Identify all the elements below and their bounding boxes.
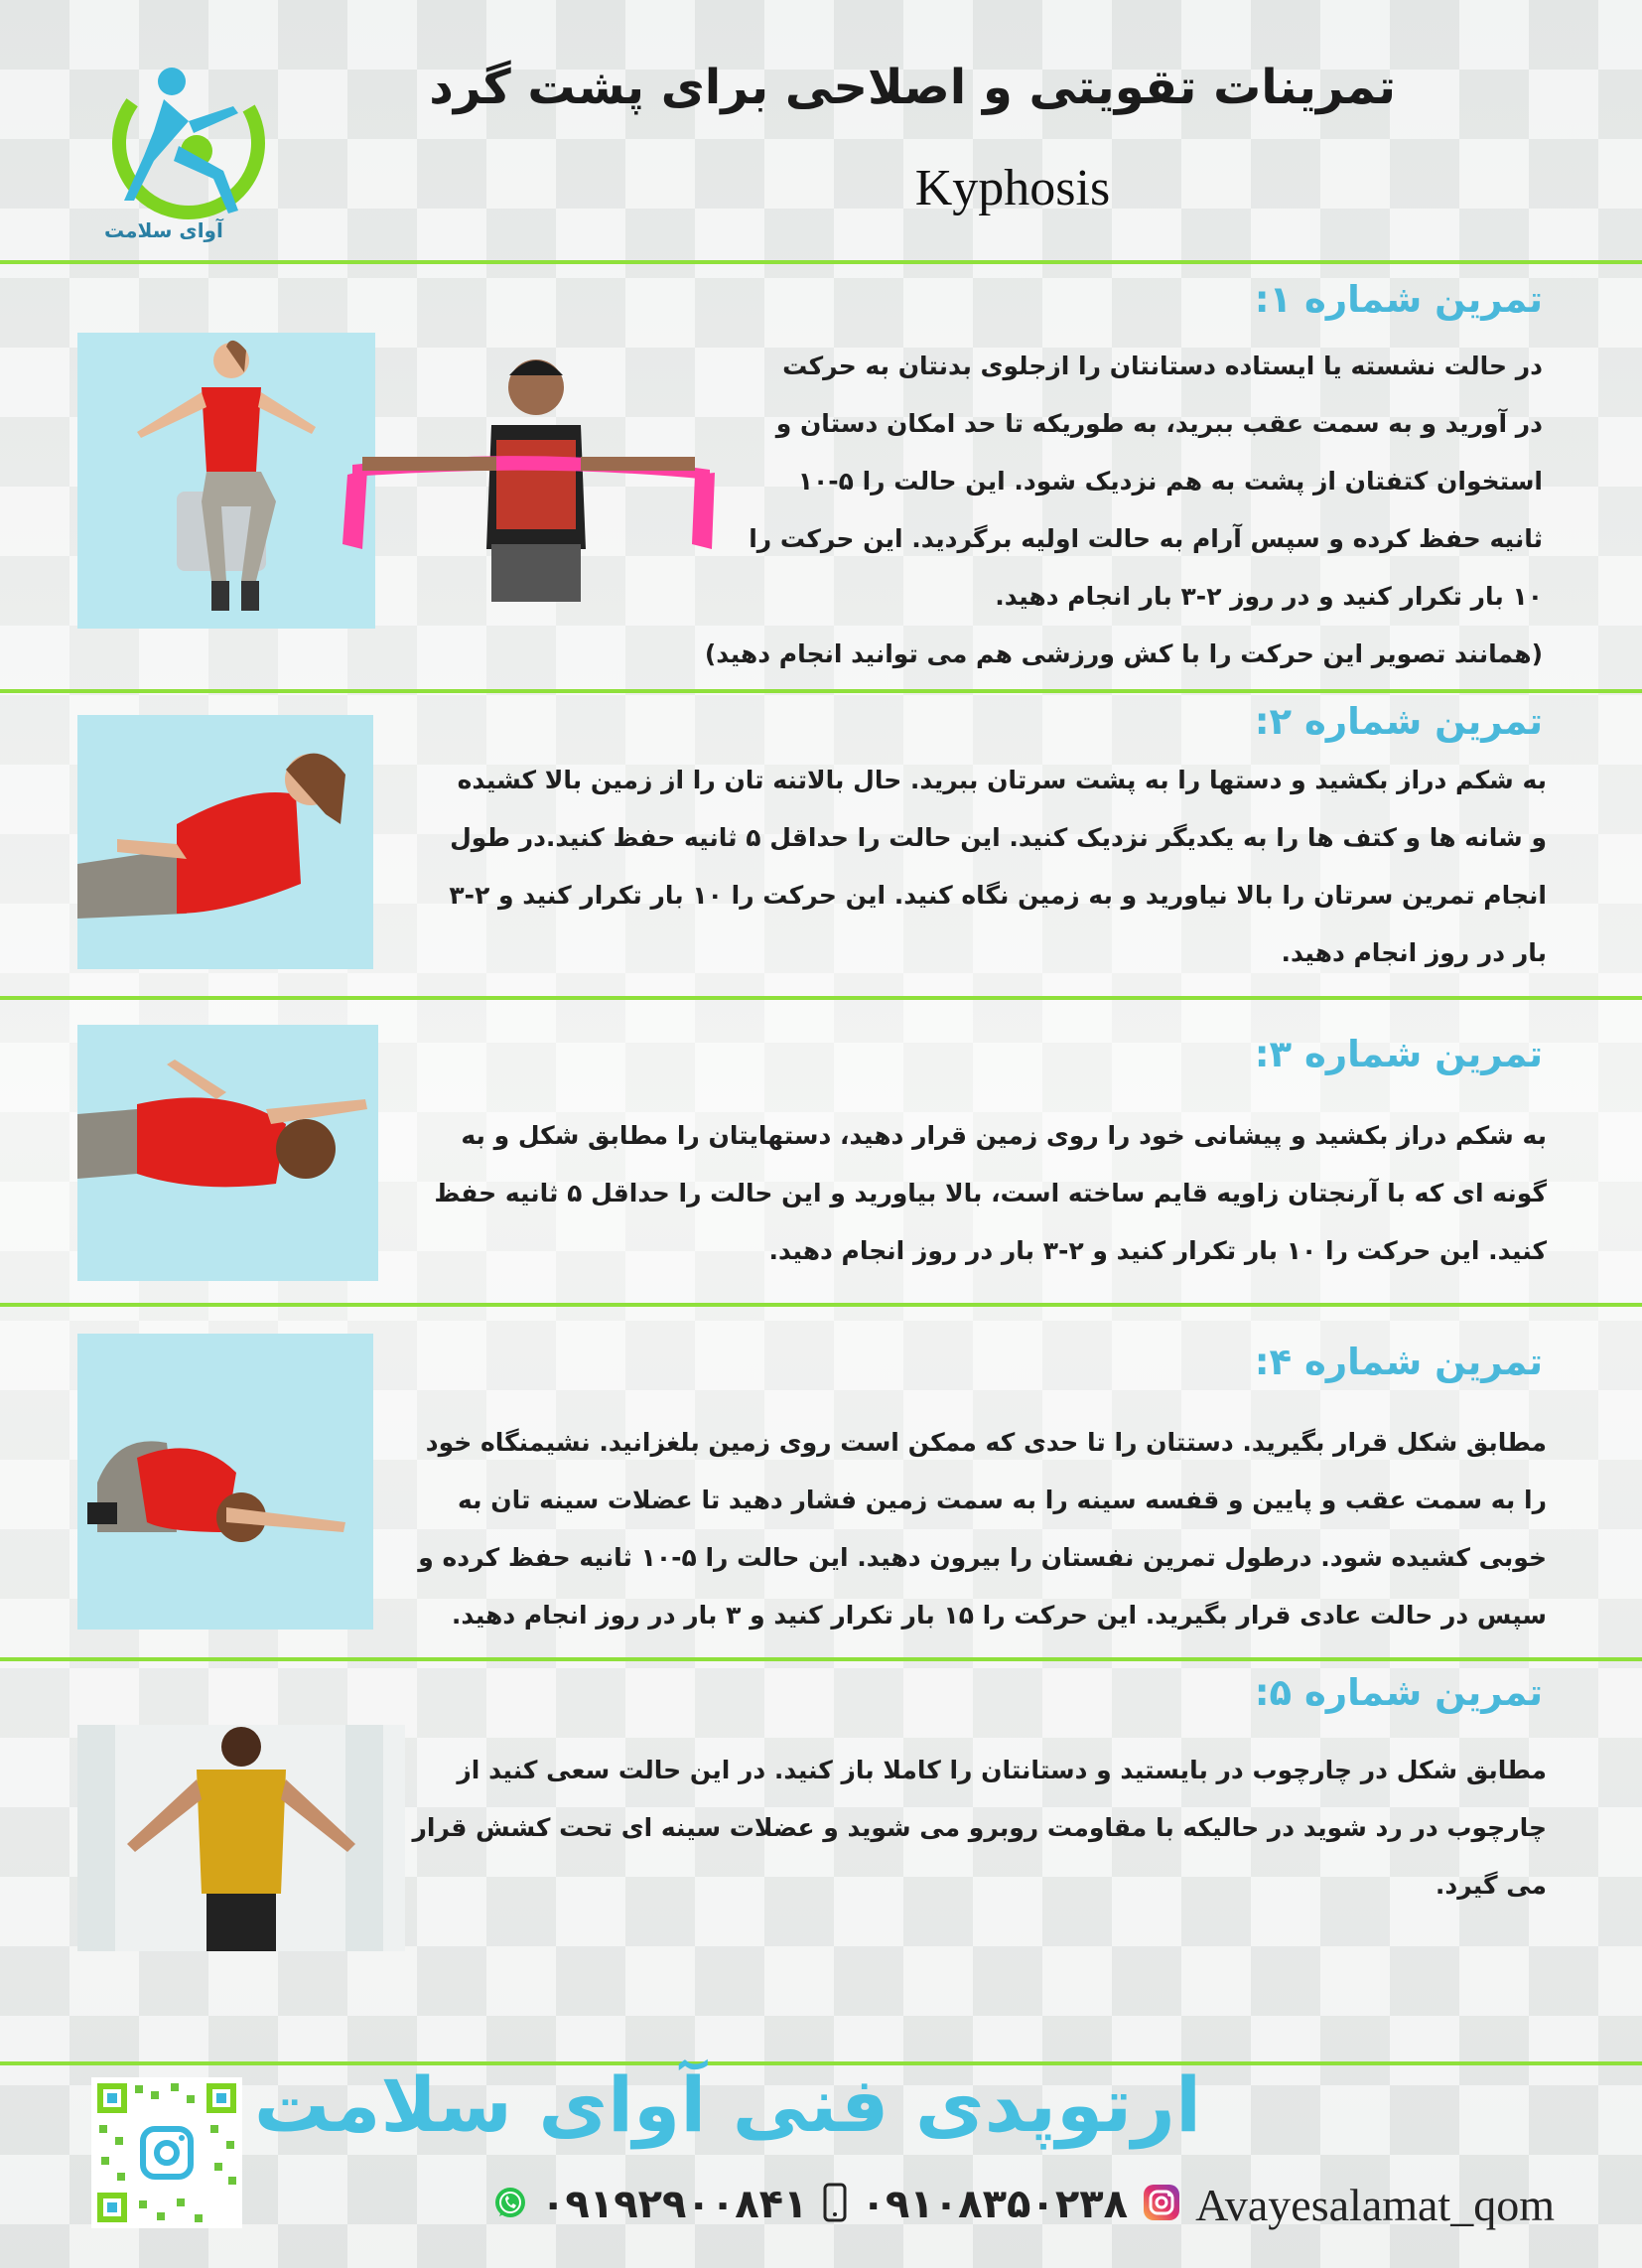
- logo-text: آوای سلامت: [104, 218, 223, 242]
- exercise-1-title: تمرین شماره ۱:: [1254, 278, 1543, 321]
- page-title: تمرینات تقویتی و اصلاحی برای پشت گرد: [429, 60, 1396, 115]
- exercise-1-line: در حالت نشسته یا ایستاده دستانتان را ازجلوی بدنتان به حرکت: [782, 352, 1543, 380]
- exercise-5-photo: [77, 1725, 405, 1951]
- exercise-1-line: ثانیه حفظ کرده و سپس آرام به حالت اولیه برگردید. این حرکت را: [749, 524, 1543, 553]
- exercise-4-text: [418, 1414, 1547, 1644]
- logo: [94, 52, 283, 250]
- exercise-4-photo: [77, 1334, 373, 1630]
- exercise-4-line: را به سمت عقب و پایین و قفسه سینه را به سمت زمین فشار دهید تا عضلات سینه تان به: [458, 1486, 1547, 1514]
- exercise-2-line: بار در روز انجام دهید.: [1281, 938, 1547, 967]
- divider: [0, 689, 1642, 693]
- exercise-3-photo: [77, 1025, 378, 1281]
- divider: [0, 260, 1642, 264]
- exercise-3-text: [434, 1107, 1547, 1280]
- exercise-5-line: می گیرد.: [1435, 1871, 1547, 1900]
- exercise-1-line: (همانند تصویر این حرکت را با کش ورزشی هم می توانید انجام دهید): [704, 639, 1543, 668]
- exercise-3-line: گونه ای که با آرنجتان زاویه قایم ساخته است، بالا بیاورید و این حالت را حداقل ۵ ثانیه حفظ: [434, 1179, 1547, 1207]
- exercise-5-line: مطابق شکل در چارچوب در بایستید و دستانتان را کاملا باز کنید. در این حالت سعی کنید از: [457, 1756, 1547, 1784]
- mobile-number: ۰۹۱۰۸۳۵۰۲۳۸: [861, 2182, 1129, 2227]
- divider: [0, 1303, 1642, 1307]
- exercise-2-line: انجام تمرین سرتان را بالا نیاورید و به زمین نگاه کنید. این حرکت را ۱۰ بار تکرار کنید و ۲-۳: [449, 881, 1547, 910]
- whatsapp-number: ۰۹۱۹۲۹۰۰۸۴۱: [540, 2182, 808, 2227]
- exercise-4-line: مطابق شکل قرار بگیرید. دستتان را تا حدی که ممکن است روی زمین بلغزانید. نشیمنگاه خود: [425, 1428, 1547, 1457]
- qr-code-icon: [91, 2077, 242, 2228]
- exercise-3-title: تمرین شماره ۳:: [1254, 1033, 1543, 1075]
- exercise-4-line: خوبی کشیده شود. درطول تمرین نفستان را بیرون دهید. این حالت را ۵-۱۰ ثانیه حفظ کرده و: [418, 1543, 1547, 1572]
- brand-name: ارتوپدی فنی آوای سلامت: [253, 2060, 1201, 2149]
- divider: [0, 996, 1642, 1000]
- exercise-5-title: تمرین شماره ۵:: [1254, 1671, 1543, 1714]
- exercise-1-text: [705, 338, 1543, 683]
- contact-bar: [493, 2177, 1555, 2232]
- exercise-2-line: و شانه ها و کتف ها را به یکدیگر نزدیک کنید. این حالت را حداقل ۵ ثانیه حفظ کنید.در طول: [450, 823, 1547, 852]
- exercise-1-line: استخوان کتفتان از پشت به هم نزدیک شود. این حالت را ۵-۱۰: [797, 467, 1543, 496]
- exercise-1-photo-seated: [77, 333, 375, 629]
- exercise-1-line: در آورید و به سمت عقب ببرید، به طوریکه تا حد امکان دستان و: [775, 409, 1543, 438]
- divider: [0, 1657, 1642, 1661]
- exercise-1-line: ۱۰ بار تکرار کنید و در روز ۲-۳ بار انجام دهید.: [995, 582, 1543, 611]
- exercise-2-photo: [77, 715, 373, 969]
- exercise-1-photo-band: [342, 346, 720, 609]
- mobile-phone-icon: [822, 2183, 848, 2226]
- exercise-5-text: [413, 1742, 1547, 1914]
- exercise-2-line: به شکم دراز بکشید و دستها را به پشت سرتان ببرید. حال بالاتنه تان را از زمین بالا کشیده: [457, 766, 1547, 794]
- page-subtitle: Kyphosis: [914, 160, 1111, 216]
- exercise-3-line: به شکم دراز بکشید و پیشانی خود را روی زمین قرار دهید، دستهایتان را مطابق شکل و به: [461, 1121, 1547, 1150]
- instagram-handle[interactable]: Avayesalamat_qom: [1195, 2179, 1555, 2230]
- exercise-5-line: چارچوب در رد شوید در حالیکه با مقاومت روبرو می شوید و عضلات سینه ای تحت کشش قرار: [412, 1813, 1547, 1842]
- exercise-4-title: تمرین شماره ۴:: [1254, 1341, 1543, 1383]
- whatsapp-icon: [493, 2186, 527, 2223]
- exercise-2-text: [449, 752, 1547, 982]
- exercise-3-line: کنید. این حرکت را ۱۰ بار تکرار کنید و ۲-۳ بار در روز انجام دهید.: [768, 1236, 1547, 1265]
- instagram-icon: [1142, 2183, 1181, 2226]
- exercise-2-title: تمرین شماره ۲:: [1254, 700, 1543, 743]
- exercise-4-line: سپس در حالت عادی قرار بگیرید. این حرکت را ۱۵ بار تکرار کنید و ۳ بار در روز انجام دهید.: [451, 1601, 1547, 1630]
